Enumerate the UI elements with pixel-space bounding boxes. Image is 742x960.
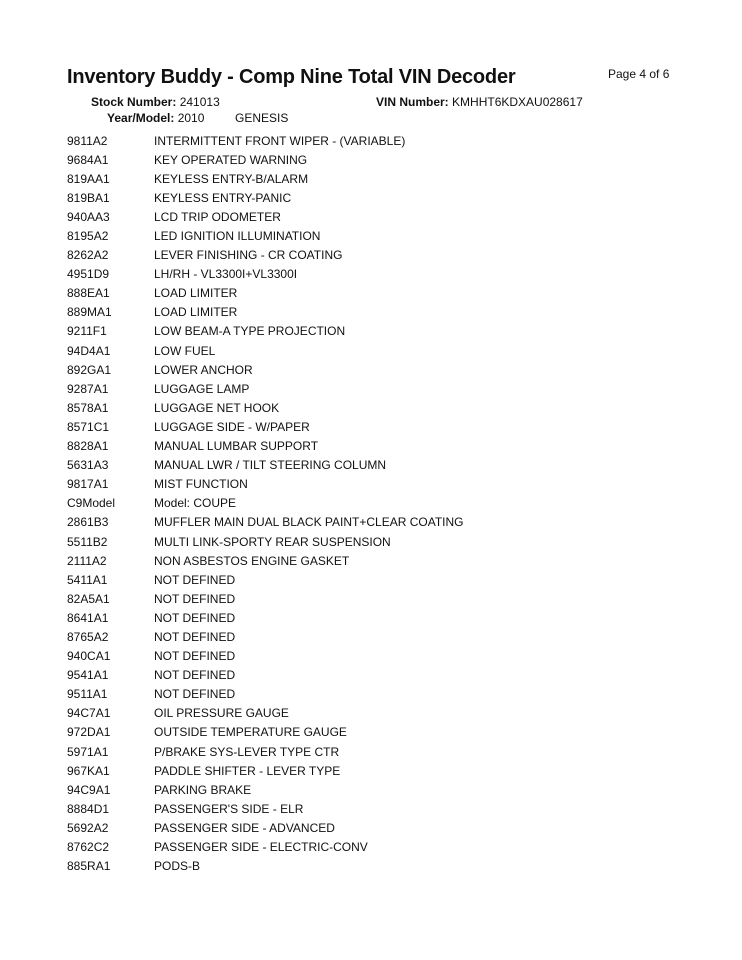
option-description: KEY OPERATED WARNING <box>154 152 308 167</box>
option-description: NOT DEFINED <box>154 610 236 625</box>
option-description: PARKING BRAKE <box>154 782 252 797</box>
option-description: MANUAL LUMBAR SUPPORT <box>154 439 319 454</box>
option-code: 94C7A1 <box>67 706 111 721</box>
option-code: 888EA1 <box>67 286 110 301</box>
option-description: LOAD LIMITER <box>154 305 238 320</box>
vin-number-value: KMHHT6KDXAU028617 <box>452 95 583 109</box>
list-item <box>67 570 687 589</box>
option-code: 9811A2 <box>67 133 108 148</box>
option-description: MANUAL LWR / TILT STEERING COLUMN <box>154 458 387 473</box>
option-code: 8828A1 <box>67 439 109 454</box>
list-item <box>67 341 687 360</box>
option-code: 8765A2 <box>67 629 109 644</box>
list-item <box>67 627 687 646</box>
report-title: Inventory Buddy - Comp Nine Total VIN Decoder <box>67 66 516 88</box>
list-item <box>67 379 687 398</box>
option-code: 819AA1 <box>67 171 110 186</box>
option-description: Model: COUPE <box>154 496 237 511</box>
list-item <box>67 475 687 494</box>
option-description: PASSENGER SIDE - ELECTRIC-CONV <box>154 840 368 855</box>
option-code: 940AA3 <box>67 209 110 224</box>
list-item <box>67 685 687 704</box>
option-description: KEYLESS ENTRY-B/ALARM <box>154 171 309 186</box>
list-item <box>67 360 687 379</box>
option-code: 889MA1 <box>67 305 112 320</box>
option-code: 8262A2 <box>67 248 109 263</box>
list-item <box>67 742 687 761</box>
list-item <box>67 608 687 627</box>
option-description: LCD TRIP ODOMETER <box>154 209 281 224</box>
option-description: LOAD LIMITER <box>154 286 238 301</box>
list-item <box>67 532 687 551</box>
vin-number <box>376 95 583 109</box>
list-item <box>67 551 687 570</box>
option-code: 82A5A1 <box>67 591 110 606</box>
list-item <box>67 857 687 876</box>
list-item <box>67 513 687 532</box>
stock-number <box>91 95 220 109</box>
option-code: 9541A1 <box>67 668 109 683</box>
list-item <box>67 666 687 685</box>
option-description: MUFFLER MAIN DUAL BLACK PAINT+CLEAR COATING <box>154 515 464 530</box>
option-description: LOW FUEL <box>154 343 216 358</box>
option-code: 2111A2 <box>67 553 107 568</box>
list-item <box>67 589 687 608</box>
option-description: PODS-B <box>154 859 201 874</box>
option-code: 2861B3 <box>67 515 109 530</box>
option-code: 967KA1 <box>67 763 110 778</box>
year-model <box>107 111 204 125</box>
option-description: LED IGNITION ILLUMINATION <box>154 229 321 244</box>
option-code: 5971A1 <box>67 744 109 759</box>
option-description: LH/RH - VL3300I+VL3300I <box>154 267 298 282</box>
option-code: 972DA1 <box>67 725 111 740</box>
list-item <box>67 456 687 475</box>
list-item <box>67 207 687 226</box>
list-item <box>67 494 687 513</box>
option-code: 4951D9 <box>67 267 110 282</box>
option-code: 9817A1 <box>67 477 109 492</box>
option-code: 892GA1 <box>67 362 112 377</box>
option-code: 8195A2 <box>67 229 109 244</box>
option-description: OIL PRESSURE GAUGE <box>154 706 289 721</box>
list-item <box>67 818 687 837</box>
option-description: PADDLE SHIFTER - LEVER TYPE <box>154 763 341 778</box>
option-code: 94D4A1 <box>67 343 111 358</box>
option-description: P/BRAKE SYS-LEVER TYPE CTR <box>154 744 340 759</box>
page-indicator: Page 4 of 6 <box>608 67 670 81</box>
list-item <box>67 131 687 150</box>
year-model-label: Year/Model: <box>107 111 175 125</box>
option-code: 819BA1 <box>67 190 110 205</box>
option-code: 9287A1 <box>67 381 109 396</box>
list-item <box>67 837 687 856</box>
option-description: INTERMITTENT FRONT WIPER - (VARIABLE) <box>154 133 406 148</box>
list-item <box>67 437 687 456</box>
list-item <box>67 226 687 245</box>
stock-number-label: Stock Number: <box>91 95 177 109</box>
list-item <box>67 188 687 207</box>
option-code: 8884D1 <box>67 801 110 816</box>
option-code: 5631A3 <box>67 458 109 473</box>
list-item <box>67 723 687 742</box>
option-description: OUTSIDE TEMPERATURE GAUGE <box>154 725 347 740</box>
option-description: MULTI LINK-SPORTY REAR SUSPENSION <box>154 534 391 549</box>
year-value: 2010 <box>177 111 205 125</box>
list-item <box>67 417 687 436</box>
option-code: C9Model <box>67 496 116 511</box>
option-description: NOT DEFINED <box>154 591 236 606</box>
option-description: NOT DEFINED <box>154 629 236 644</box>
list-item <box>67 246 687 265</box>
list-item <box>67 761 687 780</box>
option-description: KEYLESS ENTRY-PANIC <box>154 190 292 205</box>
list-item <box>67 265 687 284</box>
option-description: LUGGAGE SIDE - W/PAPER <box>154 419 310 434</box>
list-item <box>67 398 687 417</box>
option-description: LUGGAGE NET HOOK <box>154 400 280 415</box>
option-code: 9511A1 <box>67 687 108 702</box>
option-description: PASSENGER SIDE - ADVANCED <box>154 820 335 835</box>
list-item <box>67 322 687 341</box>
option-description: MIST FUNCTION <box>154 477 248 492</box>
option-code: 8762C2 <box>67 840 110 855</box>
option-code: 8578A1 <box>67 400 109 415</box>
option-description: LUGGAGE LAMP <box>154 381 250 396</box>
option-code: 9684A1 <box>67 152 109 167</box>
option-description: LEVER FINISHING - CR COATING <box>154 248 343 263</box>
option-code: 885RA1 <box>67 859 111 874</box>
option-code-list <box>67 131 687 876</box>
list-item <box>67 704 687 723</box>
list-item <box>67 284 687 303</box>
list-item <box>67 799 687 818</box>
list-item <box>67 150 687 169</box>
option-code: 9211F1 <box>67 324 107 339</box>
option-description: NOT DEFINED <box>154 668 236 683</box>
list-item <box>67 303 687 322</box>
option-code: 940CA1 <box>67 649 111 664</box>
option-code: 8571C1 <box>67 419 110 434</box>
option-code: 5511B2 <box>67 534 108 549</box>
option-description: PASSENGER'S SIDE - ELR <box>154 801 304 816</box>
list-item <box>67 780 687 799</box>
option-description: LOW BEAM-A TYPE PROJECTION <box>154 324 346 339</box>
option-description: NON ASBESTOS ENGINE GASKET <box>154 553 350 568</box>
option-description: NOT DEFINED <box>154 649 236 664</box>
option-code: 5692A2 <box>67 820 109 835</box>
option-code: 8641A1 <box>67 610 109 625</box>
option-description: NOT DEFINED <box>154 687 236 702</box>
vin-number-label: VIN Number: <box>376 95 449 109</box>
option-code: 94C9A1 <box>67 782 111 797</box>
option-description: LOWER ANCHOR <box>154 362 253 377</box>
list-item <box>67 647 687 666</box>
model-value: GENESIS <box>235 111 289 125</box>
option-description: NOT DEFINED <box>154 572 236 587</box>
list-item <box>67 169 687 188</box>
option-code: 5411A1 <box>67 572 108 587</box>
stock-number-value: 241013 <box>179 95 220 109</box>
